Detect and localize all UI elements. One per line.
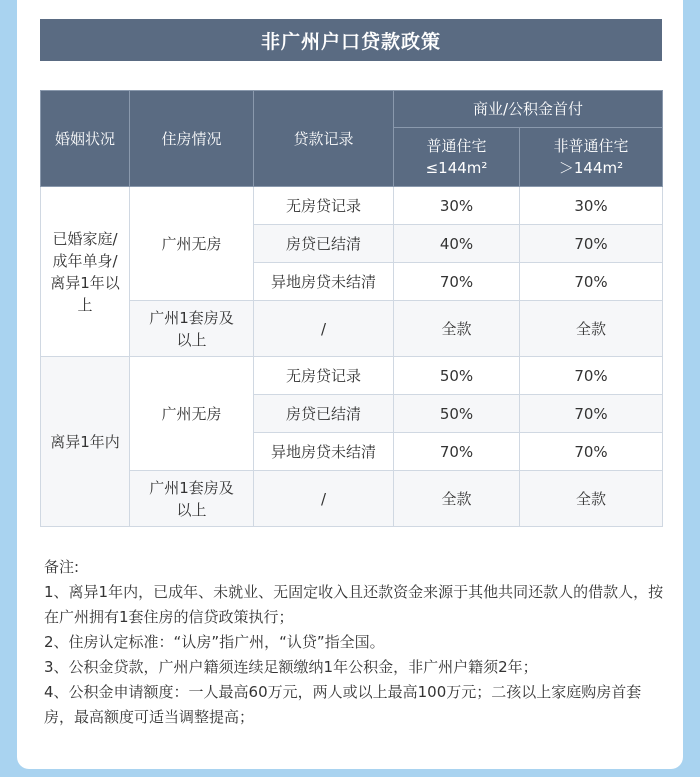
cell-housing-none-group2: 广州无房 bbox=[130, 357, 254, 471]
header-ordinary-label: 普通住宅 bbox=[426, 137, 487, 155]
cell-non-ordinary: 70% bbox=[520, 263, 663, 301]
weibo-icon bbox=[496, 749, 520, 769]
cell-record: / bbox=[254, 301, 394, 357]
header-housing: 住房情况 bbox=[130, 91, 254, 187]
table-row bbox=[41, 357, 663, 395]
cell-ordinary: 50% bbox=[394, 395, 520, 433]
cell-housing-one-group1: 广州1套房及以上 bbox=[130, 301, 254, 357]
table-row bbox=[41, 187, 663, 225]
cell-marital-group1: 已婚家庭/成年单身/离异1年以上 bbox=[41, 187, 130, 357]
header-ordinary-limit: ≤144m² bbox=[425, 159, 488, 177]
header-ordinary bbox=[394, 128, 520, 187]
cell-ordinary: 50% bbox=[394, 357, 520, 395]
cell-housing-none-group1: 广州无房 bbox=[130, 187, 254, 301]
policy-table bbox=[40, 90, 663, 527]
cell-record: / bbox=[254, 471, 394, 527]
cell-ordinary: 70% bbox=[394, 433, 520, 471]
table-row bbox=[41, 301, 663, 357]
table-row bbox=[41, 471, 663, 527]
cell-ordinary: 40% bbox=[394, 225, 520, 263]
cell-non-ordinary: 30% bbox=[520, 187, 663, 225]
cell-marital-group2: 离异1年内 bbox=[41, 357, 130, 527]
header-marital: 婚姻状况 bbox=[41, 91, 130, 187]
note-item: 2、住房认定标准：“认房”指广州，“认贷”指全国。 bbox=[44, 633, 385, 651]
header-loan-record: 贷款记录 bbox=[254, 91, 394, 187]
page-title: 非广州户口贷款政策 bbox=[40, 19, 662, 61]
cell-non-ordinary: 70% bbox=[520, 225, 663, 263]
header-row-1 bbox=[41, 91, 663, 128]
cell-record: 无房贷记录 bbox=[254, 187, 394, 225]
notes-heading: 备注: bbox=[44, 558, 80, 576]
cell-non-ordinary: 全款 bbox=[520, 471, 663, 527]
cell-housing-one-group2: 广州1套房及以上 bbox=[130, 471, 254, 527]
header-non-ordinary-limit: ＞144m² bbox=[558, 159, 624, 177]
cell-record: 异地房贷未结清 bbox=[254, 433, 394, 471]
watermark-text: 深圳楼市参考 bbox=[523, 750, 614, 768]
cell-record: 异地房贷未结清 bbox=[254, 263, 394, 301]
cell-record: 房贷已结清 bbox=[254, 225, 394, 263]
cell-non-ordinary: 70% bbox=[520, 433, 663, 471]
cell-ordinary: 30% bbox=[394, 187, 520, 225]
cell-ordinary: 全款 bbox=[394, 301, 520, 357]
note-item: 1、离异1年内，已成年、未就业、无固定收入且还款资金来源于其他共同还款人的借款人，按在广州拥有1套住房的信贷政策执行； bbox=[44, 583, 664, 626]
cell-ordinary: 全款 bbox=[394, 471, 520, 527]
cell-non-ordinary: 70% bbox=[520, 357, 663, 395]
notes-section bbox=[44, 555, 664, 730]
cell-record: 房贷已结清 bbox=[254, 395, 394, 433]
header-non-ordinary-label: 非普通住宅 bbox=[553, 137, 629, 155]
cell-non-ordinary: 70% bbox=[520, 395, 663, 433]
cell-non-ordinary: 全款 bbox=[520, 301, 663, 357]
cell-ordinary: 70% bbox=[394, 263, 520, 301]
cell-record: 无房贷记录 bbox=[254, 357, 394, 395]
header-down-payment: 商业/公积金首付 bbox=[394, 91, 663, 128]
source-watermark bbox=[496, 748, 614, 769]
header-non-ordinary bbox=[520, 128, 663, 187]
note-item: 4、公积金申请额度：一人最高60万元，两人或以上最高100万元；二孩以上家庭购房首套房，最高额度可适当调整提高； bbox=[44, 683, 642, 726]
note-item: 3、公积金贷款，广州户籍须连续足额缴纳1年公积金，非广州户籍须2年； bbox=[44, 658, 538, 676]
